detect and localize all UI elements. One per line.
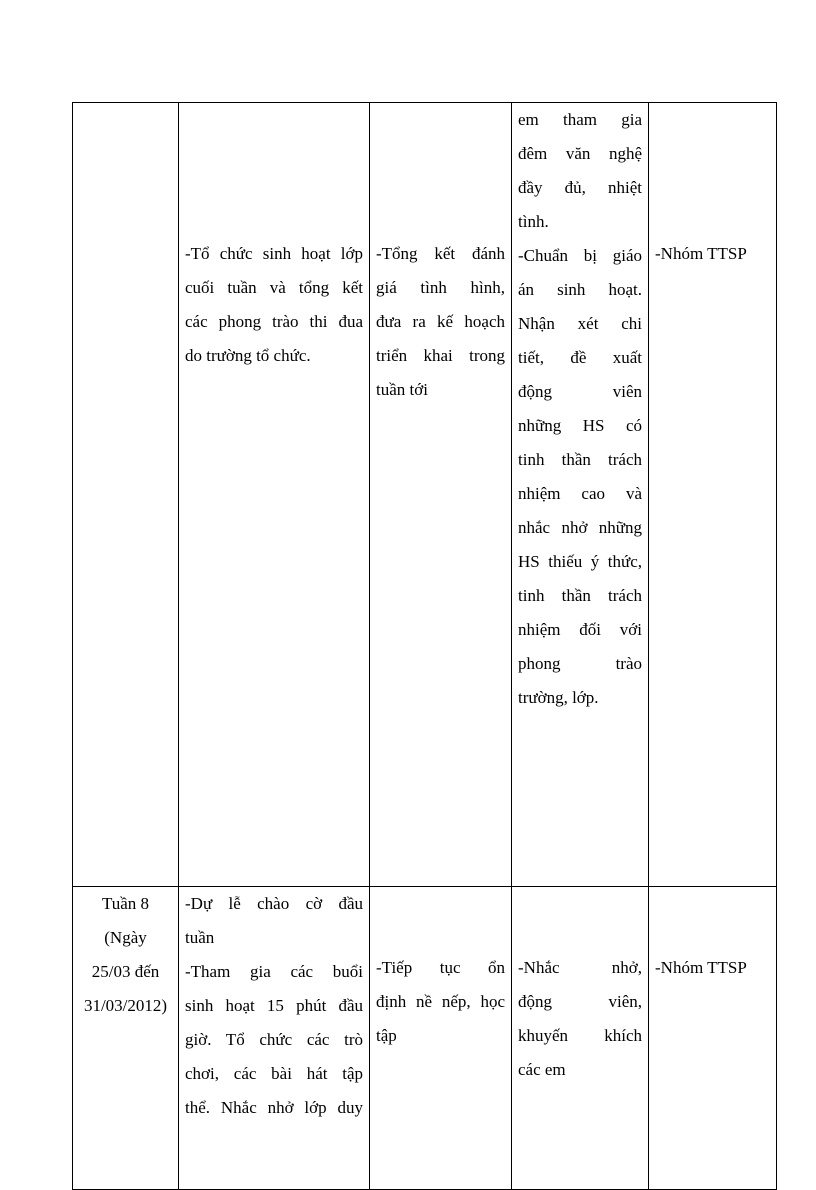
measure-line: các em <box>518 1060 566 1079</box>
activities-cell <box>179 103 370 887</box>
measure-line: đêm văn nghệ <box>518 144 642 163</box>
activity-line: chơi, các bài hát tập <box>185 1064 363 1083</box>
measure-line: nhiệm đối với <box>518 620 642 639</box>
table-row <box>73 887 777 1190</box>
activity-line: thể. Nhắc nhở lớp duy <box>185 1098 363 1117</box>
content-line: tuần tới <box>376 380 428 399</box>
activity-line: giờ. Tổ chức các trò <box>185 1030 363 1049</box>
activity-line: sinh hoạt 15 phút đầu <box>185 996 363 1015</box>
content-cell <box>370 103 512 887</box>
measure-line: nhiệm cao và <box>518 484 642 503</box>
measure-line: em tham gia <box>518 110 642 129</box>
content-line: giá tình hình, <box>376 278 505 297</box>
content-line: triển khai trong <box>376 346 505 365</box>
activity-line: cuối tuần và tổng kết <box>185 278 363 297</box>
measure-line: động viên, <box>518 992 642 1011</box>
measure-line: đầy đủ, nhiệt <box>518 178 642 197</box>
activity-line: tuần <box>185 928 215 947</box>
responsible-cell <box>649 887 777 1190</box>
activity-line: các phong trào thi đua <box>185 312 363 331</box>
week-line: 25/03 đến <box>91 962 160 981</box>
content-line: -Tổng kết đánh <box>376 244 505 263</box>
content-line: -Tiếp tục ổn <box>376 958 505 977</box>
measure-line: tình. <box>518 212 549 231</box>
measure-line: -Chuẩn bị giáo <box>518 246 642 265</box>
content-line: định nề nếp, học <box>376 992 505 1011</box>
measure-line: phong trào <box>518 654 642 673</box>
week-cell <box>73 103 179 887</box>
content-line: tập <box>376 1026 397 1045</box>
responsible-text: -Nhóm TTSP <box>655 244 747 263</box>
week-line: (Ngày <box>104 928 147 947</box>
content-cell <box>370 887 512 1190</box>
activity-line: -Dự lễ chào cờ đầu <box>185 894 363 913</box>
measure-line: trường, lớp. <box>518 688 599 707</box>
measure-line: nhắc nhở những <box>518 518 642 537</box>
plan-table <box>72 102 777 1190</box>
content-line: đưa ra kế hoạch <box>376 312 505 331</box>
measure-line: động viên <box>518 382 642 401</box>
week-line: 31/03/2012) <box>83 996 168 1015</box>
measure-line: Nhận xét chi <box>518 314 642 333</box>
measure-line: tinh thần trách <box>518 450 642 469</box>
measure-line: khuyến khích <box>518 1026 642 1045</box>
activity-line: do trường tổ chức. <box>185 346 311 365</box>
measure-line: những HS có <box>518 416 642 435</box>
measures-cell <box>512 887 649 1190</box>
measure-line: HS thiếu ý thức, <box>518 552 642 571</box>
responsible-text: -Nhóm TTSP <box>655 958 747 977</box>
week-line: Tuần 8 <box>101 894 150 913</box>
responsible-cell <box>649 103 777 887</box>
table-row <box>73 103 777 887</box>
week-cell <box>73 887 179 1190</box>
measure-line: án sinh hoạt. <box>518 280 642 299</box>
activity-line: -Tham gia các buổi <box>185 962 363 981</box>
measure-line: tinh thần trách <box>518 586 642 605</box>
measure-line: -Nhắc nhở, <box>518 958 642 977</box>
measures-cell <box>512 103 649 887</box>
measure-line: tiết, đề xuất <box>518 348 642 367</box>
activities-cell <box>179 887 370 1190</box>
activity-line: -Tổ chức sinh hoạt lớp <box>185 244 363 263</box>
